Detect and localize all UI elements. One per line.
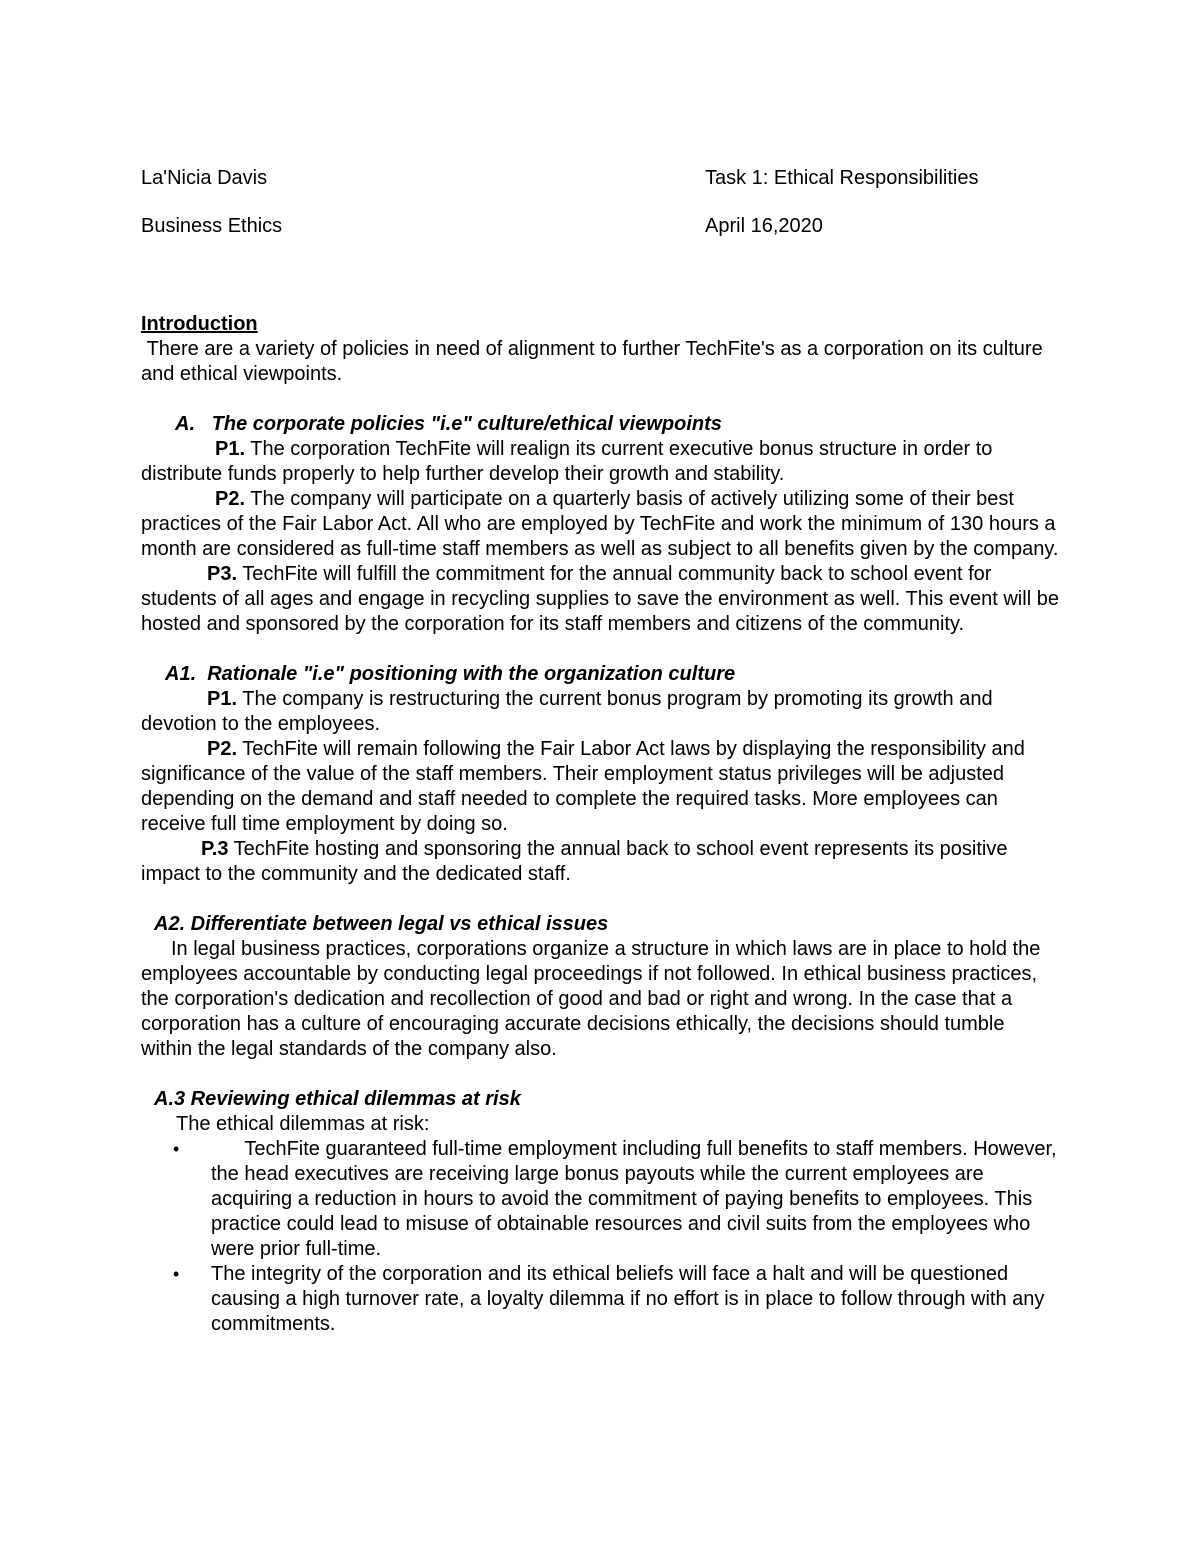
course-name: Business Ethics [141,215,283,237]
list-item-text: The integrity of the corporation and its ethical beliefs will face a halt and will be questioned causing a high turnover rate, a loyalty dilemma if no effort is in place to follow through with any commitments. [211,1263,1045,1335]
bullet-icon: • [173,1264,180,1284]
section-a-title: A. The corporate policies "i.e" culture/ethical viewpoints [175,413,722,435]
section-a3-title: A.3 Reviewing ethical dilemmas at risk [154,1088,521,1110]
section-a-p3 [141,562,1061,637]
p-text: TechFite will fulfill the commitment for the annual community back to school event for students of all ages and engage in recycling supplies to save the environment as well. This event will be hosted and sponsored by the corporation for its staff members and citizens of the community. [141,563,1059,635]
document-body [141,312,1061,1337]
task-title: Task 1: Ethical Responsibilities [705,167,979,189]
intro-text: There are a variety of policies in need of alignment to further TechFite's as a corporation on its culture and ethical viewpoints. [141,338,1049,385]
intro-heading: Introduction [141,313,258,335]
section-a3-intro: The ethical dilemmas at risk: [176,1113,430,1135]
author-name: La'Nicia Davis [141,167,268,189]
section-a2-text: In legal business practices, corporations organize a structure in which laws are in place to hold the employees accountable by conducting legal proceedings if not followed. In ethical business practices, the corporation's dedication and recollection of good and bad or right and wrong. In the case that a corporation has a culture of encouraging accurate decisions ethically, the decisions should tumble within the legal standards of the company also. [141,938,1041,1060]
section-a1-p2 [141,737,1061,837]
section-a-p1 [141,437,1061,487]
p-text: The corporation TechFite will realign its current executive bonus structure in order to distribute funds properly to help further develop their growth and stability. [141,438,993,485]
p-label: P3. [207,563,238,585]
p-label: P1. [215,438,246,460]
p-label: P1. [207,688,238,710]
p-label: P2. [207,738,238,760]
list-item [141,1137,1061,1262]
p-label: P.3 [201,838,229,860]
section-a1-p3 [141,837,1061,887]
section-a-p2 [141,487,1061,562]
p-text: The company will participate on a quarterly basis of actively utilizing some of their best practices of the Fair Labor Act. All who are employed by TechFite and work the minimum of 130 hours a month are considered as full-time staff members as well as subject to all benefits given by the company. [141,488,1059,560]
p-text: TechFite will remain following the Fair Labor Act laws by displaying the responsibility and significance of the value of the staff members. Their employment status privileges will be adjusted depending on the demand and staff needed to complete the required tasks. More employees can receive full time employment by doing so. [141,738,1025,835]
p-text: TechFite hosting and sponsoring the annual back to school event represents its positive impact to the community and the dedicated staff. [141,838,1008,885]
p-label: P2. [215,488,246,510]
list-item-text: TechFite guaranteed full-time employment including full benefits to staff members. However, the head executives are receiving large bonus payouts while the current employees are acquiring a reduction in hours to avoid the commitment of paying benefits to employees. This practice could lead to misuse of obtainable resources and civil suits from the employees who were prior full-time. [211,1138,1063,1260]
bullet-icon: • [173,1139,180,1159]
p-text: The company is restructuring the current bonus program by promoting its growth and devotion to the employees. [141,688,993,735]
section-a2-title: A2. Differentiate between legal vs ethical issues [154,913,609,935]
list-item [141,1262,1061,1337]
document-date: April 16,2020 [705,215,823,237]
header-row-2 [141,214,1061,239]
header-row-1 [141,166,1061,191]
section-a1-p1 [141,687,1061,737]
section-a1-title: A1. Rationale "i.e" positioning with the organization culture [165,663,736,685]
dilemma-list [141,1137,1061,1337]
